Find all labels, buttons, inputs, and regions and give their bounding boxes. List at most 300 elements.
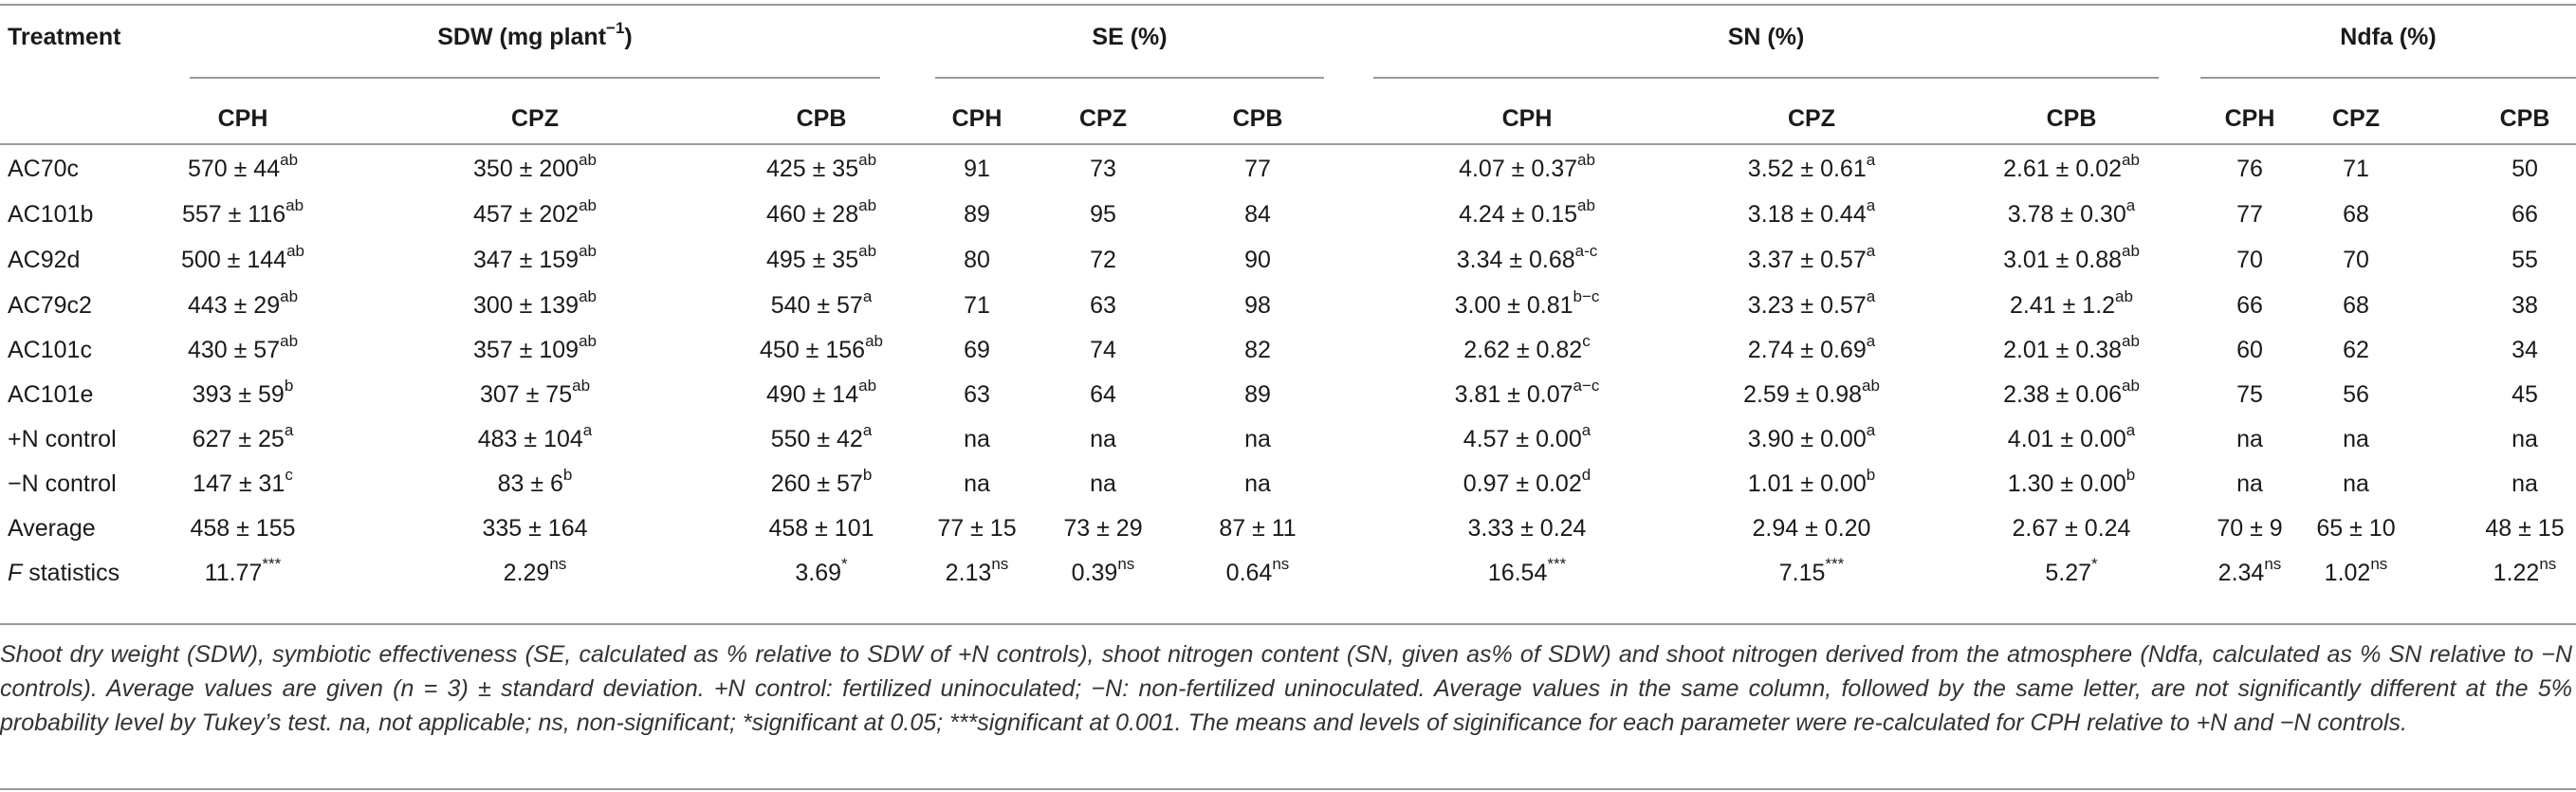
- table-cell: [2493, 554, 2557, 587]
- cell-value: 3.90 ± 0.00: [1747, 426, 1867, 452]
- cell-significance: ab: [1577, 195, 1595, 214]
- cell-value: 335 ± 164: [482, 515, 588, 542]
- cell-significance: ab: [2122, 331, 2140, 350]
- subcolumn-header: CPH: [951, 105, 1003, 132]
- table-cell: [964, 155, 990, 183]
- table-cell: [2217, 514, 2282, 543]
- table-cell: [1063, 514, 1142, 543]
- subcolumn-header: CPH: [1501, 105, 1553, 132]
- table-cell: [2236, 470, 2263, 498]
- cell-value: 55: [2512, 247, 2538, 273]
- table-cell: [1753, 514, 1871, 543]
- cell-value: 2.34: [2217, 560, 2265, 586]
- group-rule-sdw: [190, 77, 880, 79]
- table-cell: [2512, 246, 2538, 274]
- table-cell: [1778, 554, 1845, 587]
- table-cell: [2316, 514, 2395, 543]
- cell-significance: ab: [280, 331, 299, 350]
- cell-significance: ab: [2122, 150, 2140, 169]
- table-cell: [1747, 195, 1876, 229]
- table-cell: [1244, 246, 1271, 274]
- cell-value: 77: [2236, 201, 2263, 228]
- row-treatment-label: AC79c2: [8, 292, 92, 319]
- table-cell: [964, 200, 990, 229]
- table-cell: [1090, 380, 1116, 409]
- table-cell: [765, 376, 877, 409]
- cell-value: 2.59 ± 0.98: [1743, 381, 1863, 408]
- table-cell: [964, 291, 990, 320]
- group-header-ndfa: Ndfa (%): [2340, 24, 2437, 50]
- group-rule-ndfa: [2200, 77, 2576, 79]
- cell-significance: ns: [1272, 554, 1290, 573]
- row-treatment-label: AC70c: [8, 156, 80, 182]
- table-cell: [2236, 246, 2263, 274]
- cell-value: 68: [2343, 201, 2369, 228]
- cell-significance: ab: [579, 331, 597, 350]
- table-cell: [181, 241, 304, 274]
- cell-value: 557 ± 116: [181, 201, 286, 228]
- cell-value: 74: [1090, 337, 1116, 363]
- row-treatment-label: AC101c: [8, 337, 92, 363]
- cell-value: 70 ± 9: [2217, 515, 2283, 542]
- cell-value: 2.41 ± 1.2: [2010, 292, 2116, 319]
- cell-value: 430 ± 57: [187, 337, 281, 363]
- table-cell: [2343, 470, 2369, 498]
- cell-significance: ns: [2370, 554, 2388, 573]
- cell-value: 82: [1244, 337, 1271, 363]
- cell-significance: ab: [572, 376, 591, 395]
- cell-value: 73: [1090, 156, 1116, 182]
- table-cell: [770, 286, 873, 320]
- cell-significance: a: [1866, 286, 1876, 305]
- table-cell: [1747, 465, 1876, 498]
- cell-value: 66: [2236, 292, 2263, 319]
- table-cell: [765, 195, 877, 229]
- table-cell: [2236, 380, 2263, 409]
- table-cell: [181, 195, 304, 229]
- cell-value: 1.22: [2493, 560, 2540, 586]
- cell-significance: ab: [579, 286, 597, 305]
- cell-value: 457 ± 202: [473, 201, 580, 228]
- table-cell: [1456, 241, 1598, 274]
- table-cell: [1225, 554, 1290, 587]
- cell-significance: ab: [858, 241, 877, 260]
- cell-value: 63: [1090, 292, 1116, 319]
- table-cell: [2013, 514, 2131, 543]
- cell-value: 3.00 ± 0.81: [1454, 292, 1573, 319]
- table-cell: [2217, 554, 2282, 587]
- table-cell: [1219, 514, 1296, 543]
- cell-value: 80: [964, 247, 990, 273]
- cell-value: 570 ± 44: [187, 156, 281, 182]
- cell-significance: ns: [2539, 554, 2557, 573]
- table-top-rule: [0, 4, 2576, 6]
- table-cell: [2512, 425, 2538, 453]
- cell-value: 3.01 ± 0.88: [2003, 247, 2123, 273]
- cell-significance: ab: [1577, 150, 1595, 169]
- cell-value: 393 ± 59: [192, 381, 285, 408]
- cell-significance: ab: [2122, 241, 2140, 260]
- table-cell: [2003, 331, 2140, 364]
- cell-value: 1.01 ± 0.00: [1747, 470, 1867, 497]
- cell-value: 56: [2343, 381, 2369, 408]
- table-cell: [2003, 150, 2140, 183]
- table-cell: [2343, 155, 2369, 183]
- cell-value: na: [2512, 426, 2538, 452]
- cell-value: 63: [964, 381, 990, 408]
- cell-value: na: [2343, 470, 2369, 497]
- cell-value: na: [2343, 426, 2369, 452]
- cell-value: 50: [2512, 156, 2538, 182]
- cell-value: 45: [2512, 381, 2538, 408]
- cell-significance: a: [1866, 331, 1876, 350]
- cell-value: na: [2236, 426, 2263, 452]
- cell-value: 3.33 ± 0.24: [1467, 515, 1587, 542]
- cell-value: 68: [2343, 292, 2369, 319]
- cell-value: 87 ± 11: [1219, 515, 1297, 542]
- cell-value: 98: [1244, 292, 1271, 319]
- cell-significance: a−c: [1573, 376, 1600, 395]
- subcolumn-header: CPB: [2499, 105, 2550, 132]
- cell-value: 77 ± 15: [937, 515, 1017, 542]
- cell-value: 3.18 ± 0.44: [1747, 201, 1867, 228]
- cell-value: na: [1090, 470, 1116, 497]
- table-cell: [2010, 286, 2133, 320]
- cell-significance: a: [1581, 420, 1592, 439]
- cell-significance: a: [2125, 420, 2136, 439]
- cell-value: 458 ± 101: [768, 515, 874, 542]
- table-cell: [1090, 291, 1116, 320]
- cell-significance: c: [1582, 331, 1591, 350]
- cell-value: 95: [1090, 201, 1116, 228]
- table-cell: [479, 376, 591, 409]
- table-cell: [2512, 200, 2538, 229]
- table-cell: [2343, 336, 2369, 364]
- cell-value: 5.27: [2045, 560, 2092, 586]
- table-cell: [2512, 336, 2538, 364]
- table-cell: [503, 554, 567, 587]
- table-cell: [192, 376, 294, 409]
- table-cell: [2512, 291, 2538, 320]
- table-cell: [1244, 200, 1271, 229]
- table-cell: [482, 514, 587, 543]
- cell-value: 2.62 ± 0.82: [1463, 337, 1583, 363]
- cell-value: 350 ± 200: [473, 156, 580, 182]
- table-cell: [945, 554, 1009, 587]
- subcolumn-header: CPH: [217, 105, 268, 132]
- cell-significance: a: [1866, 420, 1876, 439]
- row-treatment-label: AC92d: [8, 247, 81, 273]
- cell-value: 60: [2236, 337, 2263, 363]
- table-cell: [204, 554, 282, 587]
- table-cell: [1747, 241, 1876, 274]
- cell-significance: a: [2125, 195, 2136, 214]
- group-header-se: SE (%): [1092, 24, 1168, 50]
- cell-value: 65 ± 10: [2316, 515, 2396, 542]
- table-cell: [2236, 155, 2263, 183]
- cell-value: 0.64: [1225, 560, 1273, 586]
- table-cell: [795, 554, 848, 587]
- table-cell: [964, 470, 990, 498]
- cell-value: 443 ± 29: [187, 292, 281, 319]
- row-treatment-label: −N control: [8, 470, 117, 497]
- cell-significance: b: [562, 465, 573, 484]
- subcolumn-header: CPZ: [511, 105, 559, 132]
- cell-value: 3.34 ± 0.68: [1456, 247, 1575, 273]
- cell-significance: ab: [858, 150, 877, 169]
- cell-value: 425 ± 35: [765, 156, 859, 182]
- table-cell: [768, 514, 874, 543]
- table-cell: [1244, 336, 1271, 364]
- table-cell: [2045, 554, 2098, 587]
- table-cell: [1244, 470, 1271, 498]
- treatment-header: Treatment: [8, 24, 121, 50]
- table-cell: [1244, 155, 1271, 183]
- cell-value: 62: [2343, 337, 2369, 363]
- cell-significance: ab: [280, 150, 299, 169]
- cell-significance: a: [1866, 150, 1876, 169]
- cell-value: 3.78 ± 0.30: [2007, 201, 2126, 228]
- cell-significance: ns: [991, 554, 1009, 573]
- table-cell: [2343, 200, 2369, 229]
- cell-value: 91: [964, 156, 990, 182]
- group-rule-sn: [1373, 77, 2159, 79]
- cell-value: 70: [2236, 247, 2263, 273]
- cell-value: 260 ± 57: [770, 470, 863, 497]
- cell-value: 4.24 ± 0.15: [1459, 201, 1578, 228]
- cell-significance: ab: [579, 195, 597, 214]
- table-cell: [187, 331, 299, 364]
- table-cell: [2512, 470, 2538, 498]
- cell-value: 73 ± 29: [1063, 515, 1143, 542]
- cell-value: 357 ± 109: [473, 337, 580, 363]
- table-cell: [1487, 554, 1567, 587]
- subcolumn-header: CPH: [2224, 105, 2275, 132]
- table-cell: [1463, 331, 1591, 364]
- cell-value: na: [964, 426, 990, 452]
- cell-value: 2.67 ± 0.24: [2012, 515, 2131, 542]
- cell-significance: ab: [858, 195, 877, 214]
- cell-value: 4.07 ± 0.37: [1459, 156, 1578, 182]
- cell-value: 458 ± 155: [190, 515, 296, 542]
- table-cell: [765, 150, 877, 183]
- table-cell: [473, 331, 597, 364]
- cell-value: 483 ± 104: [477, 426, 583, 452]
- table-cell: [937, 514, 1016, 543]
- table-end-rule: [0, 788, 2576, 790]
- group-header-sn: SN (%): [1727, 24, 1805, 50]
- cell-value: na: [1244, 470, 1271, 497]
- cell-significance: ab: [579, 241, 597, 260]
- cell-value: 2.74 ± 0.69: [1747, 337, 1867, 363]
- cell-value: 550 ± 42: [770, 426, 863, 452]
- cell-value: 1.02: [2324, 560, 2371, 586]
- cell-value: 90: [1244, 247, 1271, 273]
- cell-value: 4.57 ± 0.00: [1463, 426, 1582, 452]
- cell-value: 7.15: [1778, 560, 1826, 586]
- cell-significance: a: [284, 420, 294, 439]
- table-cell: [2236, 336, 2263, 364]
- cell-significance: ab: [2115, 286, 2133, 305]
- cell-value: 500 ± 144: [181, 247, 287, 273]
- cell-significance: ab: [2122, 376, 2140, 395]
- cell-value: 77: [1244, 156, 1271, 182]
- cell-value: 2.01 ± 0.38: [2003, 337, 2123, 363]
- row-treatment-label: AC101b: [8, 201, 94, 228]
- table-cell: [2003, 241, 2140, 274]
- table-cell: [193, 465, 293, 498]
- table-cell: [1459, 195, 1595, 229]
- cell-value: 3.69: [795, 560, 842, 586]
- cell-value: 71: [964, 292, 990, 319]
- table-cell: [190, 514, 295, 543]
- table-cell: [2007, 420, 2136, 453]
- table-cell: [1244, 380, 1271, 409]
- table-cell: [1747, 331, 1876, 364]
- row-treatment-label: +N control: [8, 426, 117, 452]
- table-cell: [964, 380, 990, 409]
- cell-value: 450 ± 156: [760, 337, 866, 363]
- table-cell: [473, 150, 597, 183]
- cell-significance: *: [841, 554, 848, 573]
- table-cell: [2324, 554, 2388, 587]
- table-cell: [2236, 425, 2263, 453]
- cell-significance: ***: [1547, 554, 1567, 573]
- cell-value: 48 ± 15: [2485, 515, 2565, 542]
- table-cell: [1244, 291, 1271, 320]
- table-cell: [2343, 380, 2369, 409]
- cell-value: 2.61 ± 0.02: [2003, 156, 2123, 182]
- cell-value: 3.52 ± 0.61: [1747, 156, 1867, 182]
- cell-significance: a: [862, 420, 873, 439]
- cell-value: 495 ± 35: [765, 247, 859, 273]
- cell-value: 16.54: [1487, 560, 1548, 586]
- table-cell: [1463, 465, 1592, 498]
- cell-value: 89: [964, 201, 990, 228]
- table-cell: [187, 150, 299, 183]
- table-cell: [473, 195, 597, 229]
- cell-value: 2.94 ± 0.20: [1752, 515, 1871, 542]
- cell-value: 627 ± 25: [192, 426, 285, 452]
- cell-value: 11.77: [204, 560, 263, 586]
- cell-value: 347 ± 159: [473, 247, 580, 273]
- cell-value: 490 ± 14: [765, 381, 859, 408]
- cell-significance: ns: [2264, 554, 2282, 573]
- table-cell: [760, 331, 883, 364]
- table-cell: [1454, 376, 1600, 409]
- table-cell: [497, 465, 573, 498]
- table-cell: [2343, 425, 2369, 453]
- subcolumn-header: CPZ: [1788, 105, 1835, 132]
- table-header-rule: [0, 143, 2576, 145]
- table-cell: [2007, 465, 2136, 498]
- table-cell: [770, 420, 873, 453]
- cell-value: 70: [2343, 247, 2369, 273]
- table-cell: [1468, 514, 1587, 543]
- table-cell: [1743, 376, 1880, 409]
- subcolumn-header: CPB: [1232, 105, 1283, 132]
- table-cell: [2512, 380, 2538, 409]
- group-header-sdw: SDW (mg plant$^{-1}$): [437, 18, 633, 50]
- cell-significance: c: [285, 465, 293, 484]
- cell-value: na: [2236, 470, 2263, 497]
- table-cell: [2236, 200, 2263, 229]
- subcolumn-header: CPB: [2046, 105, 2097, 132]
- row-treatment-label: AC101e: [8, 381, 94, 408]
- table-cell: [1090, 155, 1116, 183]
- cell-significance: ***: [1825, 554, 1845, 573]
- table-cell: [1071, 554, 1135, 587]
- cell-significance: b: [862, 465, 873, 484]
- cell-value: 34: [2512, 337, 2538, 363]
- cell-significance: ab: [858, 376, 877, 395]
- cell-value: 147 ± 31: [193, 470, 285, 497]
- table-cell: [2343, 291, 2369, 320]
- cell-value: 307 ± 75: [479, 381, 573, 408]
- table-cell: [2007, 195, 2136, 229]
- cell-significance: a: [1866, 195, 1876, 214]
- cell-significance: d: [1581, 465, 1592, 484]
- table-bottom-rule: [0, 623, 2576, 625]
- table-cell: [1459, 150, 1595, 183]
- table-cell: [1747, 150, 1876, 183]
- cell-value: na: [964, 470, 990, 497]
- cell-value: 2.13: [945, 560, 992, 586]
- cell-significance: ***: [262, 554, 282, 573]
- cell-value: na: [1244, 426, 1271, 452]
- table-cell: [2236, 291, 2263, 320]
- cell-significance: ns: [549, 554, 567, 573]
- cell-value: 0.97 ± 0.02: [1463, 470, 1582, 497]
- cell-significance: b: [2125, 465, 2136, 484]
- cell-value: 89: [1244, 381, 1271, 408]
- table-cell: [964, 425, 990, 453]
- subcolumn-header: CPZ: [2332, 105, 2380, 132]
- table-cell: [1090, 200, 1116, 229]
- table-cell: [2512, 155, 2538, 183]
- cell-value: 300 ± 139: [473, 292, 580, 319]
- table-cell: [1454, 286, 1600, 320]
- cell-significance: b−c: [1573, 286, 1600, 305]
- cell-value: 84: [1244, 201, 1271, 228]
- cell-value: 2.29: [503, 560, 550, 586]
- cell-value: 83 ± 6: [497, 470, 563, 497]
- cell-significance: ab: [1862, 376, 1880, 395]
- cell-significance: b: [284, 376, 294, 395]
- cell-value: 64: [1090, 381, 1116, 408]
- table-cell: [1090, 470, 1116, 498]
- table-cell: [765, 241, 877, 274]
- cell-value: 75: [2236, 381, 2263, 408]
- cell-value: 1.30 ± 0.00: [2007, 470, 2126, 497]
- cell-value: na: [2512, 470, 2538, 497]
- table-cell: [1244, 425, 1271, 453]
- group-rule-se: [935, 77, 1324, 79]
- cell-significance: a-c: [1574, 241, 1598, 260]
- cell-value: 540 ± 57: [770, 292, 863, 319]
- row-treatment-label: Average: [8, 515, 96, 542]
- table-cell: [2003, 376, 2140, 409]
- cell-significance: ab: [865, 331, 883, 350]
- cell-significance: ab: [285, 195, 304, 214]
- table-cell: [473, 286, 597, 320]
- subcolumn-header: CPZ: [1079, 105, 1127, 132]
- table-cell: [477, 420, 593, 453]
- subcolumn-header: CPB: [796, 105, 847, 132]
- table-cell: [770, 465, 873, 498]
- cell-significance: *: [2091, 554, 2098, 573]
- cell-value: 72: [1090, 247, 1116, 273]
